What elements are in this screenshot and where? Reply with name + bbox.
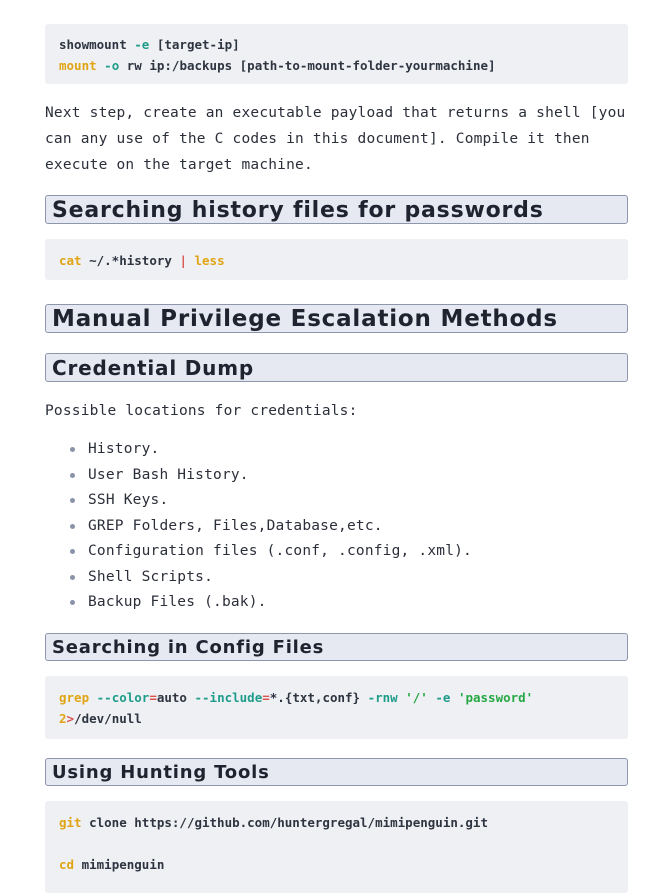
code-text: ~/.*history bbox=[89, 253, 172, 268]
code-flag: -e bbox=[435, 689, 451, 705]
list-item: GREP Folders, Files,Database,etc. bbox=[70, 514, 628, 540]
code-keyword: grep bbox=[59, 689, 90, 705]
list-item: User Bash History. bbox=[70, 463, 628, 489]
list-item: Configuration files (.conf, .config, .xml). bbox=[70, 539, 628, 565]
code-text: mimipenguin bbox=[81, 856, 165, 872]
code-text: auto bbox=[156, 689, 187, 705]
list-item: History. bbox=[70, 437, 628, 463]
code-flag: -e bbox=[134, 37, 150, 52]
code-block-grep[interactable] bbox=[45, 676, 628, 739]
code-keyword: cd bbox=[59, 856, 75, 872]
heading-manual-privesc: Manual Privilege Escalation Methods bbox=[45, 304, 628, 333]
heading-searching-history: Searching history files for passwords bbox=[45, 195, 628, 224]
code-flag: --color bbox=[96, 689, 150, 705]
code-number: 2 bbox=[59, 710, 67, 726]
code-keyword: git bbox=[59, 814, 82, 830]
list-item: Backup Files (.bak). bbox=[70, 590, 628, 616]
credential-locations-list bbox=[45, 437, 628, 616]
code-block-cat-history[interactable] bbox=[45, 239, 628, 280]
paragraph-next-step: Next step, create an executable payload that returns a shell [you can any use of the C codes in this document]. Compile it then execute on the target machine. bbox=[45, 105, 626, 173]
list-item: Shell Scripts. bbox=[70, 565, 628, 591]
code-redirect: > bbox=[66, 710, 75, 726]
code-keyword: mount bbox=[59, 58, 97, 73]
code-text: /dev/null bbox=[74, 710, 142, 726]
code-operator: = bbox=[149, 689, 157, 705]
heading-credential-dump: Credential Dump bbox=[45, 353, 628, 382]
code-flag: --include bbox=[194, 689, 263, 705]
code-keyword: showmount bbox=[59, 37, 127, 52]
code-flag: -o bbox=[104, 58, 120, 73]
list-item: SSH Keys. bbox=[70, 488, 628, 514]
code-text: *.{txt,conf} bbox=[269, 689, 361, 705]
heading-config-files: Searching in Config Files bbox=[45, 633, 628, 661]
code-pipe: | bbox=[179, 253, 187, 268]
code-block-showmount[interactable] bbox=[45, 24, 628, 84]
code-text: [target-ip] bbox=[156, 37, 240, 52]
code-string: '/' bbox=[405, 689, 428, 705]
code-string: 'password' bbox=[457, 689, 534, 705]
code-keyword: cat bbox=[59, 253, 82, 268]
heading-hunting-tools: Using Hunting Tools bbox=[45, 758, 628, 786]
code-flag: -rnw bbox=[367, 689, 398, 705]
code-text: rw ip:/backups [path-to-mount-folder-yourmachine] bbox=[126, 58, 496, 73]
code-text: clone https://github.com/huntergregal/mimipenguin.git bbox=[89, 814, 488, 830]
code-keyword: less bbox=[194, 253, 225, 268]
document-content bbox=[45, 24, 628, 893]
code-block-mimipenguin[interactable] bbox=[45, 801, 628, 893]
paragraph-possible-locations: Possible locations for credentials: bbox=[45, 403, 358, 419]
code-operator: = bbox=[262, 689, 270, 705]
